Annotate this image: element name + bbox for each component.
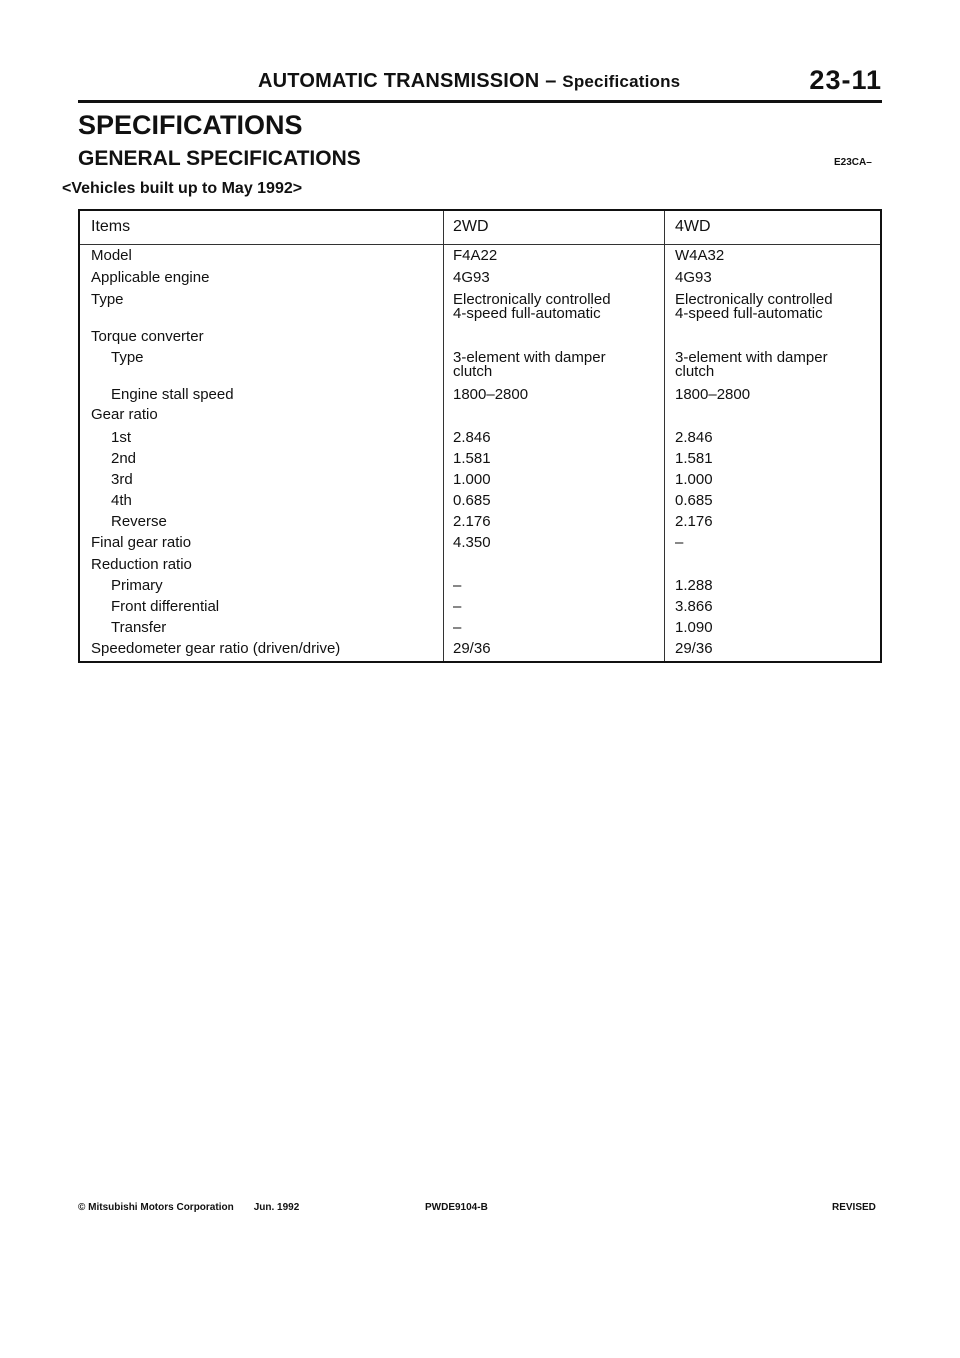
value-line: – [453,598,462,615]
value-line: clutch [453,363,493,380]
value-line: Electronically controlled [453,291,611,308]
2wd-value [453,249,497,263]
4wd-value [675,431,713,445]
subsection-title: GENERAL SPECIFICATIONS [78,147,361,170]
doc-code: E23CA– [834,157,872,168]
row-item-label: 2nd [111,450,137,467]
2wd-value [453,293,611,321]
4wd-value [675,271,712,285]
value-line: W4A32 [675,247,725,264]
value-line: 4G93 [675,269,712,286]
4wd-value [675,351,828,379]
row-item-label: Type [91,291,124,308]
value-line: 29/36 [453,640,491,657]
column-header-items: Items [91,218,131,235]
value-line: 2.846 [453,429,491,446]
footer-copyright: © Mitsubishi Motors Corporation [78,1202,234,1213]
4wd-value [675,600,713,614]
4wd-value [675,452,713,466]
value-line: F4A22 [453,247,498,264]
header-subtitle: Specifications [562,72,681,91]
page-header [78,60,882,103]
value-line: 1.581 [453,450,491,467]
value-line: 4G93 [453,269,490,286]
row-item-label: 4th [111,492,132,509]
value-line: 1.288 [675,577,713,594]
value-line: 3-element with damper [675,349,828,366]
row-item-label: Type [111,349,144,366]
value-line: 3.866 [675,598,713,615]
specifications-table [78,209,882,663]
4wd-value [675,473,713,487]
value-line: 1.000 [675,471,713,488]
column-header-2wd: 2WD [453,218,489,235]
section-title: SPECIFICATIONS [78,110,303,140]
2wd-value [453,642,491,656]
2wd-value [453,388,528,402]
value-line: 29/36 [675,640,713,657]
4wd-value [675,494,713,508]
value-line: 4.350 [453,534,491,551]
2wd-value [453,351,606,379]
row-item-label: Reduction ratio [91,556,192,573]
column-divider [443,211,444,661]
row-item-label: Applicable engine [91,269,210,286]
2wd-value [453,600,461,614]
header-row-divider [80,244,880,245]
footer-date: Jun. 1992 [253,1202,300,1213]
footer-code: PWDE9104-B [425,1202,488,1213]
scope-note: <Vehicles built up to May 1992> [62,180,303,197]
2wd-value [453,431,491,445]
header-title [258,70,680,93]
2wd-value [453,473,491,487]
value-line: 1800–2800 [453,386,529,403]
2wd-value [453,515,491,529]
value-line: 3-element with damper [453,349,606,366]
value-line: 0.685 [675,492,713,509]
row-item-label: Engine stall speed [111,386,234,403]
2wd-value [453,452,491,466]
footer-status: REVISED [832,1202,876,1213]
value-line: 2.176 [453,513,491,530]
value-line: clutch [675,363,715,380]
value-line: 2.176 [675,513,713,530]
row-item-label: Front differential [111,598,220,615]
value-line: 4-speed full-automatic [453,305,601,322]
value-line: – [453,619,462,636]
row-item-label: Torque converter [91,328,204,345]
4wd-value [675,536,683,550]
4wd-value [675,388,750,402]
value-line: 0.685 [453,492,491,509]
header-main-title: AUTOMATIC TRANSMISSION – [258,70,557,92]
row-item-label: Primary [111,577,163,594]
row-item-label: 3rd [111,471,133,488]
row-item-label: Final gear ratio [91,534,192,551]
2wd-value [453,579,461,593]
4wd-value [675,249,724,263]
value-line: 4-speed full-automatic [675,305,823,322]
value-line: 1.090 [675,619,713,636]
row-item-label: Model [91,247,132,264]
4wd-value [675,642,713,656]
value-line: 1.000 [453,471,491,488]
row-item-label: Speedometer gear ratio (driven/drive) [91,640,341,657]
2wd-value [453,536,491,550]
row-item-label: Reverse [111,513,167,530]
value-line: 1.581 [675,450,713,467]
4wd-value [675,293,833,321]
value-line: 2.846 [675,429,713,446]
row-item-label: Transfer [111,619,167,636]
page-number: 23-11 [809,65,882,95]
column-divider [664,211,665,661]
4wd-value [675,621,713,635]
4wd-value [675,515,713,529]
4wd-value [675,579,713,593]
row-item-label: 1st [111,429,132,446]
footer-copyright-block [78,1202,299,1213]
2wd-value [453,621,461,635]
2wd-value [453,494,491,508]
value-line: Electronically controlled [675,291,833,308]
value-line: – [675,534,684,551]
2wd-value [453,271,490,285]
row-item-label: Gear ratio [91,406,158,423]
value-line: – [453,577,462,594]
column-header-4wd: 4WD [675,218,711,235]
value-line: 1800–2800 [675,386,751,403]
